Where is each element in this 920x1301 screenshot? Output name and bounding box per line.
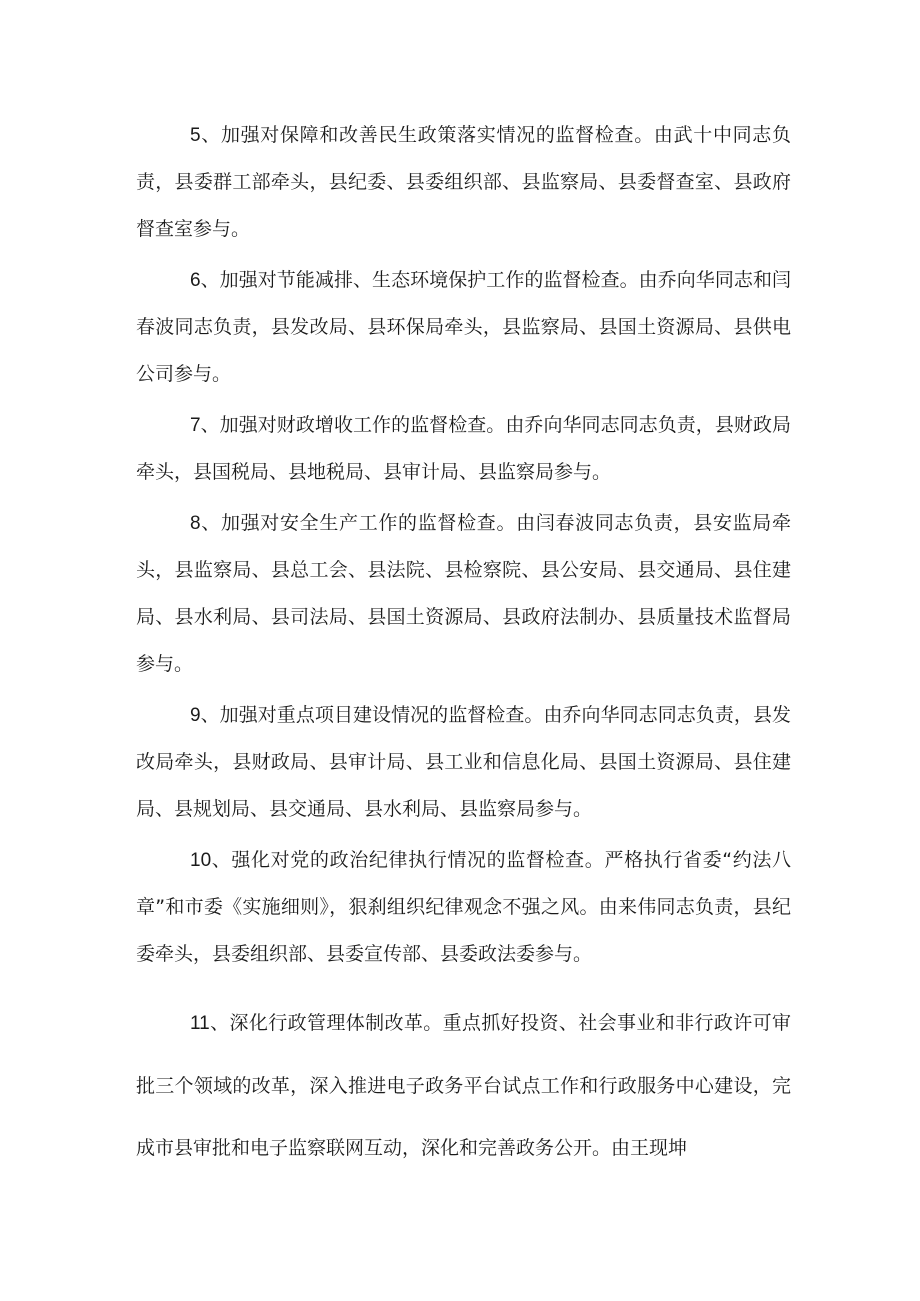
item-number: 8 bbox=[190, 513, 201, 534]
item-number: 11 bbox=[190, 1013, 210, 1034]
item-number: 5 bbox=[190, 125, 201, 146]
paragraph-text: 、加强对节能减排、生态环境保护工作的监督检查。由乔向华同志和闫春波同志负责，县发改局、县环保局牵头，县监察局、县国土资源局、县供电公司参与。 bbox=[136, 269, 791, 385]
item-number: 7 bbox=[190, 415, 201, 436]
document-body bbox=[136, 112, 791, 1179]
paragraph-10 bbox=[136, 837, 791, 978]
paragraph-11 bbox=[136, 992, 791, 1179]
item-number: 6 bbox=[190, 270, 201, 291]
paragraph-text: 、加强对财政增收工作的监督检查。由乔向华同志同志负责，县财政局牵头，县国税局、县地税局、县审计局、县监察局参与。 bbox=[136, 414, 791, 483]
item-number: 9 bbox=[190, 705, 201, 726]
paragraph-6 bbox=[136, 257, 791, 398]
paragraph-text: 、加强对安全生产工作的监督检查。由闫春波同志负责，县安监局牵头，县监察局、县总工会、县法院、县检察院、县公安局、县交通局、县住建局、县水利局、县司法局、县国土资源局、县政府法制办、县质量技术监督局参与。 bbox=[136, 512, 791, 675]
paragraph-text: 、强化对党的政治纪律执行情况的监督检查。严格执行省委“约法八章”和市委《实施细则》，狠刹组织纪律观念不强之风。由来伟同志负责，县纪委牵头，县委组织部、县委宣传部、县委政法委参与。 bbox=[136, 849, 791, 965]
paragraph-5 bbox=[136, 112, 791, 253]
paragraph-text: 、加强对重点项目建设情况的监督检查。由乔向华同志同志负责，县发改局牵头，县财政局、县审计局、县工业和信息化局、县国土资源局、县住建局、县规划局、县交通局、县水利局、县监察局参与。 bbox=[136, 704, 791, 820]
paragraph-7 bbox=[136, 402, 791, 496]
paragraph-8 bbox=[136, 500, 791, 688]
paragraph-text: 、加强对保障和改善民生政策落实情况的监督检查。由武十中同志负责，县委群工部牵头，县纪委、县委组织部、县监察局、县委督查室、县政府督查室参与。 bbox=[136, 124, 791, 240]
paragraph-9 bbox=[136, 692, 791, 833]
item-number: 10 bbox=[190, 850, 212, 871]
paragraph-text: 、深化行政管理体制改革。重点抓好投资、社会事业和非行政许可审批三个领域的改革，深入推进电子政务平台试点工作和行政服务中心建设，完成市县审批和电子监察联网互动，深化和完善政务公开。由王现坤 bbox=[136, 1012, 791, 1159]
